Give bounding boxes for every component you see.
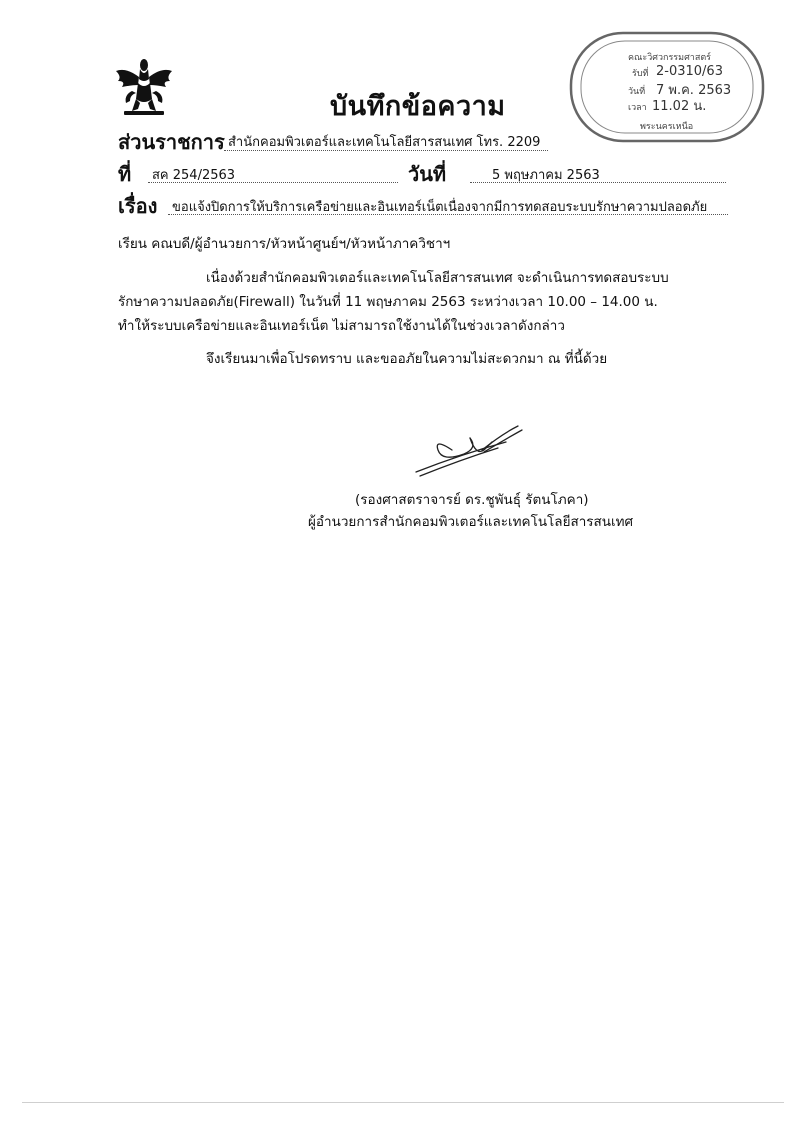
body-line-3: ทำให้ระบบเครือข่ายและอินเทอร์เน็ต ไม่สามารถใช้งานได้ในช่วงเวลาดังกล่าว — [118, 318, 565, 334]
subject-dotline — [168, 214, 728, 215]
body-line-2: รักษาความปลอดภัย(Firewall) ในวันที่ 11 พฤษภาคม 2563 ระหว่างเวลา 10.00 – 14.00 น. — [118, 294, 658, 310]
stamp-date-label: วันที่ — [628, 87, 646, 97]
stamp-org-bottom: พระนครเหนือ — [640, 122, 694, 132]
stamp-received-no-label: รับที่ — [632, 69, 649, 79]
received-stamp — [568, 30, 766, 144]
stamp-time-label: เวลา — [628, 103, 647, 113]
ref-dotline — [148, 182, 398, 183]
subject-value: ขอแจ้งปิดการให้บริการเครือข่ายและอินเทอร์เน็ตเนื่องจากมีการทดสอบระบบรักษาความปลอดภัย — [172, 200, 708, 215]
stamp-org-top: คณะวิศวกรรมศาสตร์ — [628, 53, 712, 63]
department-value: สำนักคอมพิวเตอร์และเทคโนโลยีสารสนเทศ โทร. 2209 — [228, 135, 541, 150]
stamp-date: 7 พ.ค. 2563 — [656, 83, 732, 98]
stamp-received-no: 2-0310/63 — [656, 64, 723, 79]
date-dotline — [470, 182, 726, 183]
date-value: 5 พฤษภาคม 2563 — [492, 168, 600, 183]
signature-icon — [412, 420, 530, 478]
date-label: วันที่ — [408, 162, 447, 186]
department-label: ส่วนราชการ — [118, 130, 225, 154]
stamp-time: 11.02 น. — [652, 99, 707, 114]
salutation: เรียน คณบดี/ผู้อำนวยการ/หัวหน้าศูนย์ฯ/หัวหน้าภาควิชาฯ — [118, 236, 451, 252]
signer-position: ผู้อำนวยการสำนักคอมพิวเตอร์และเทคโนโลยีสารสนเทศ — [308, 514, 634, 530]
subject-label: เรื่อง — [118, 194, 158, 218]
closing-line: จึงเรียนมาเพื่อโปรดทราบ และขออภัยในความไม่สะดวกมา ณ ที่นี้ด้วย — [206, 351, 608, 367]
footer-rule — [22, 1102, 784, 1103]
body-line-1: เนื่องด้วยสำนักคอมพิวเตอร์และเทคโนโลยีสารสนเทศ จะดำเนินการทดสอบระบบ — [206, 270, 669, 286]
department-dotline — [224, 150, 548, 151]
signer-name: (รองศาสตราจารย์ ดร.ชูพันธุ์ รัตนโภคา) — [355, 492, 589, 508]
garuda-emblem-icon — [112, 55, 176, 117]
ref-label: ที่ — [118, 162, 132, 186]
ref-value: สค 254/2563 — [152, 168, 236, 183]
memo-title: บันทึกข้อความ — [330, 91, 506, 122]
